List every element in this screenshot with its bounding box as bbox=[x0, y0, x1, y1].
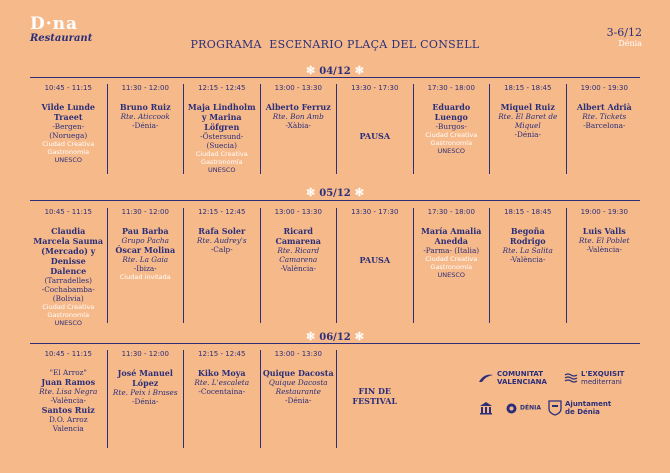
slot-city: -Östersund- bbox=[200, 132, 244, 141]
slot-creative: Ciudad invitada bbox=[119, 273, 171, 281]
slot-name: Bruno Ruiz bbox=[119, 102, 171, 112]
day-label-3: ✻ 06/12 ✻ bbox=[306, 330, 364, 343]
event-dates bbox=[607, 26, 642, 48]
waves-icon bbox=[564, 372, 578, 384]
schedule-slot bbox=[260, 84, 337, 174]
schedule-slot bbox=[413, 84, 490, 174]
day-divider bbox=[30, 77, 640, 78]
asterisk-icon: ✻ bbox=[306, 64, 316, 77]
slot-name: Eduardo Luengo bbox=[432, 102, 471, 122]
slot-unesco: UNESCO bbox=[437, 147, 465, 155]
slot-creative: Ciudad Creativa Gastronomía bbox=[195, 150, 248, 166]
slot-creative: Ciudad Creativa Gastronomía bbox=[425, 131, 478, 147]
slot-city: -Ibiza- bbox=[133, 264, 157, 273]
slot-it: Rte. Ricard Camarena bbox=[277, 246, 320, 264]
slot-time: 11:30 - 12:00 bbox=[121, 208, 169, 216]
day-label-2: ✻ 05/12 ✻ bbox=[306, 186, 364, 199]
slot-time: 10:45 - 11:15 bbox=[44, 84, 92, 92]
slot-creative: Ciudad Creativa Gastronomía bbox=[425, 255, 478, 271]
schedule-slot bbox=[183, 208, 260, 323]
slot-time: 13:00 - 13:30 bbox=[274, 208, 322, 216]
schedule-slot bbox=[183, 84, 260, 174]
slot-city: -Xàbia- bbox=[285, 121, 312, 130]
crest-icon bbox=[548, 400, 562, 416]
schedule-slot bbox=[413, 208, 490, 323]
slot-name: Ricard Camarena bbox=[275, 226, 321, 246]
slot-city: -València- bbox=[50, 396, 86, 405]
schedule-slot bbox=[30, 350, 107, 448]
asterisk-icon: ✻ bbox=[306, 330, 316, 343]
slot-name: Luis Valls bbox=[582, 226, 626, 236]
day-divider bbox=[30, 200, 640, 201]
slot-time: 11:30 - 12:00 bbox=[121, 350, 169, 358]
slot-unesco: UNESCO bbox=[207, 166, 236, 174]
programa-label: PROGRAMA bbox=[190, 38, 262, 51]
slot-time: 12:15 - 12:45 bbox=[198, 208, 246, 216]
slot-it: Quique Dacosta Restaurante bbox=[268, 378, 328, 396]
slot-city: (Noruega) bbox=[49, 131, 88, 140]
slot-name: María Amalia Anedda bbox=[421, 226, 482, 246]
comunitat-valenciana-logo: COMUNITAT VALENCIANA bbox=[478, 370, 549, 386]
slot-name: Pau Barba bbox=[121, 226, 169, 236]
dates-text: 3-6/12 bbox=[606, 26, 642, 39]
slot-it: Rte. Audrey's bbox=[196, 236, 247, 245]
slot-name: Óscar Molina bbox=[115, 245, 176, 255]
slot-unesco: UNESCO bbox=[437, 271, 465, 279]
slot-it: Rte. La Gaia bbox=[122, 255, 169, 264]
slot-city: (Tarradelles) bbox=[44, 276, 92, 285]
schedule-slot bbox=[566, 84, 643, 174]
slot-it: Rte. El Poblet bbox=[578, 236, 630, 245]
slot-name: Juan Ramos bbox=[41, 377, 96, 387]
slot-city: "El Arroz" bbox=[49, 368, 87, 377]
ajuntament-logo: Ajuntament de Dénia bbox=[548, 400, 611, 416]
slot-creative: Ciudad Creativa Gastronomía bbox=[42, 140, 95, 156]
schedule-row-day-2 bbox=[30, 208, 642, 327]
slot-city: -Dénia- bbox=[132, 121, 159, 130]
slot-it: Rte. Tickets bbox=[582, 112, 627, 121]
sponsor-logos bbox=[478, 370, 648, 430]
slot-unesco: UNESCO bbox=[54, 156, 82, 164]
slot-city: -Dénia- bbox=[285, 396, 312, 405]
slot-time: 17:30 - 18:00 bbox=[427, 208, 475, 216]
slot-it: Grupo Pacha bbox=[121, 236, 169, 245]
slot-city: -Cocentaina- bbox=[198, 387, 246, 396]
slot-it: Rte. Peix i Brases bbox=[112, 388, 178, 397]
slot-city: -Bergen- bbox=[52, 122, 85, 131]
slot-name: Vilde Lunde Traeet bbox=[41, 102, 96, 122]
slot-city: Valencia bbox=[52, 424, 84, 433]
day-divider bbox=[30, 343, 640, 344]
slot-name: Maja Lindholm y Marina Löfgren bbox=[187, 102, 256, 132]
slot-it: Rte. El Baret de Miquel bbox=[498, 112, 558, 130]
schedule-slot bbox=[107, 84, 184, 174]
slot-unesco: UNESCO bbox=[54, 319, 82, 327]
slot-time: 13:00 - 13:30 bbox=[274, 84, 322, 92]
schedule-slot bbox=[336, 350, 413, 448]
pausa-label: PAUSA bbox=[359, 255, 391, 265]
exquisit-logo: L'EXQUISIT mediterrani bbox=[564, 370, 624, 386]
slot-time: 12:15 - 12:45 bbox=[198, 350, 246, 358]
slot-time: 13:30 - 17:30 bbox=[351, 84, 399, 92]
slot-it: Rte. Aticcook bbox=[120, 112, 170, 121]
slot-time: 13:30 - 17:30 bbox=[351, 208, 399, 216]
slot-city: -Dénia- bbox=[514, 130, 541, 139]
slot-time: 11:30 - 12:00 bbox=[121, 84, 169, 92]
slot-city: (Bolivia) bbox=[52, 294, 84, 303]
schedule-slot bbox=[183, 350, 260, 448]
slot-name: Begoña Rodrigo bbox=[509, 226, 546, 246]
slot-it: Rte. Lisa Negra bbox=[39, 387, 98, 396]
schedule-slot bbox=[260, 350, 337, 448]
asterisk-icon: ✻ bbox=[354, 64, 364, 77]
schedule-row-day-1 bbox=[30, 84, 642, 174]
schedule-slot bbox=[30, 208, 107, 327]
slot-time: 12:15 - 12:45 bbox=[198, 84, 246, 92]
slot-city: -Barcelona- bbox=[583, 121, 626, 130]
asterisk-icon: ✻ bbox=[354, 330, 364, 343]
schedule-slot bbox=[336, 208, 413, 323]
slot-time: 19:00 - 19:30 bbox=[580, 208, 628, 216]
slot-creative: Ciudad Creativa Gastronomía bbox=[42, 303, 95, 319]
logo-main-text: D·na bbox=[30, 14, 79, 34]
slot-it: Rte. Bon Amb bbox=[272, 112, 324, 121]
slot-it: Rte. L'escaleta bbox=[194, 378, 250, 387]
slot-name: Claudia Marcela Sauma (Mercado) y Denisse Dalence bbox=[33, 226, 104, 276]
slot-name: Miquel Ruiz bbox=[500, 102, 555, 112]
slot-time: 10:45 - 11:15 bbox=[44, 350, 92, 358]
slot-time: 17:30 - 18:00 bbox=[427, 84, 475, 92]
slot-city: D.O. Arroz bbox=[48, 415, 88, 424]
slot-city: -Parma- (Italia) bbox=[423, 246, 480, 255]
asterisk-icon: ✻ bbox=[306, 186, 316, 199]
slot-city: -Cochabamba- bbox=[41, 285, 95, 294]
schedule-slot bbox=[489, 84, 566, 174]
slot-city: -Dénia- bbox=[132, 397, 159, 406]
asterisk-icon: ✻ bbox=[354, 186, 364, 199]
day-label-1: ✻ 04/12 ✻ bbox=[306, 64, 364, 77]
slot-name: Alberto Ferruz bbox=[265, 102, 331, 112]
denia-logo: DÉNIA bbox=[506, 403, 541, 414]
fin-festival-label: FIN DE FESTIVAL bbox=[352, 386, 398, 406]
stage-label: ESCENARIO PLAÇA DEL CONSELL bbox=[269, 38, 480, 51]
comunitat-icon bbox=[478, 372, 494, 384]
schedule-slot bbox=[30, 84, 107, 174]
logo-sub-text: Restaurant bbox=[30, 33, 93, 44]
unesco-temple-icon bbox=[478, 400, 494, 416]
pausa-label: PAUSA bbox=[359, 131, 391, 141]
page-title bbox=[0, 38, 670, 51]
slot-time: 10:45 - 11:15 bbox=[44, 208, 92, 216]
schedule-slot bbox=[260, 208, 337, 323]
schedule-slot bbox=[107, 350, 184, 448]
slot-city: -València- bbox=[280, 264, 316, 273]
schedule-slot bbox=[489, 208, 566, 323]
slot-name: Rafa Soler bbox=[198, 226, 246, 236]
schedule-slot bbox=[566, 208, 643, 323]
slot-time: 18:15 - 18:45 bbox=[504, 84, 552, 92]
schedule-slot bbox=[336, 84, 413, 174]
slot-time: 13:00 - 13:30 bbox=[274, 350, 322, 358]
slot-name: Kiko Moya bbox=[197, 368, 246, 378]
slot-city: -València- bbox=[510, 255, 546, 264]
slot-time: 18:15 - 18:45 bbox=[504, 208, 552, 216]
schedule-slot bbox=[107, 208, 184, 323]
slot-name: Albert Adrià bbox=[576, 102, 632, 112]
slot-time: 19:00 - 19:30 bbox=[580, 84, 628, 92]
place-text: Dénia bbox=[618, 39, 642, 48]
slot-city: (Suecia) bbox=[206, 141, 237, 150]
slot-name: José Manuel López bbox=[117, 368, 173, 388]
slot-it: Rte. La Salita bbox=[502, 246, 553, 255]
denia-circle-icon bbox=[506, 403, 517, 414]
slot-name: Quique Dacosta bbox=[262, 368, 334, 378]
slot-city: -Burgos- bbox=[435, 122, 467, 131]
slot-city: -Calp- bbox=[210, 245, 233, 254]
slot-name: Santos Ruiz bbox=[41, 405, 95, 415]
slot-city: -València- bbox=[586, 245, 622, 254]
unesco-logo bbox=[478, 400, 497, 416]
